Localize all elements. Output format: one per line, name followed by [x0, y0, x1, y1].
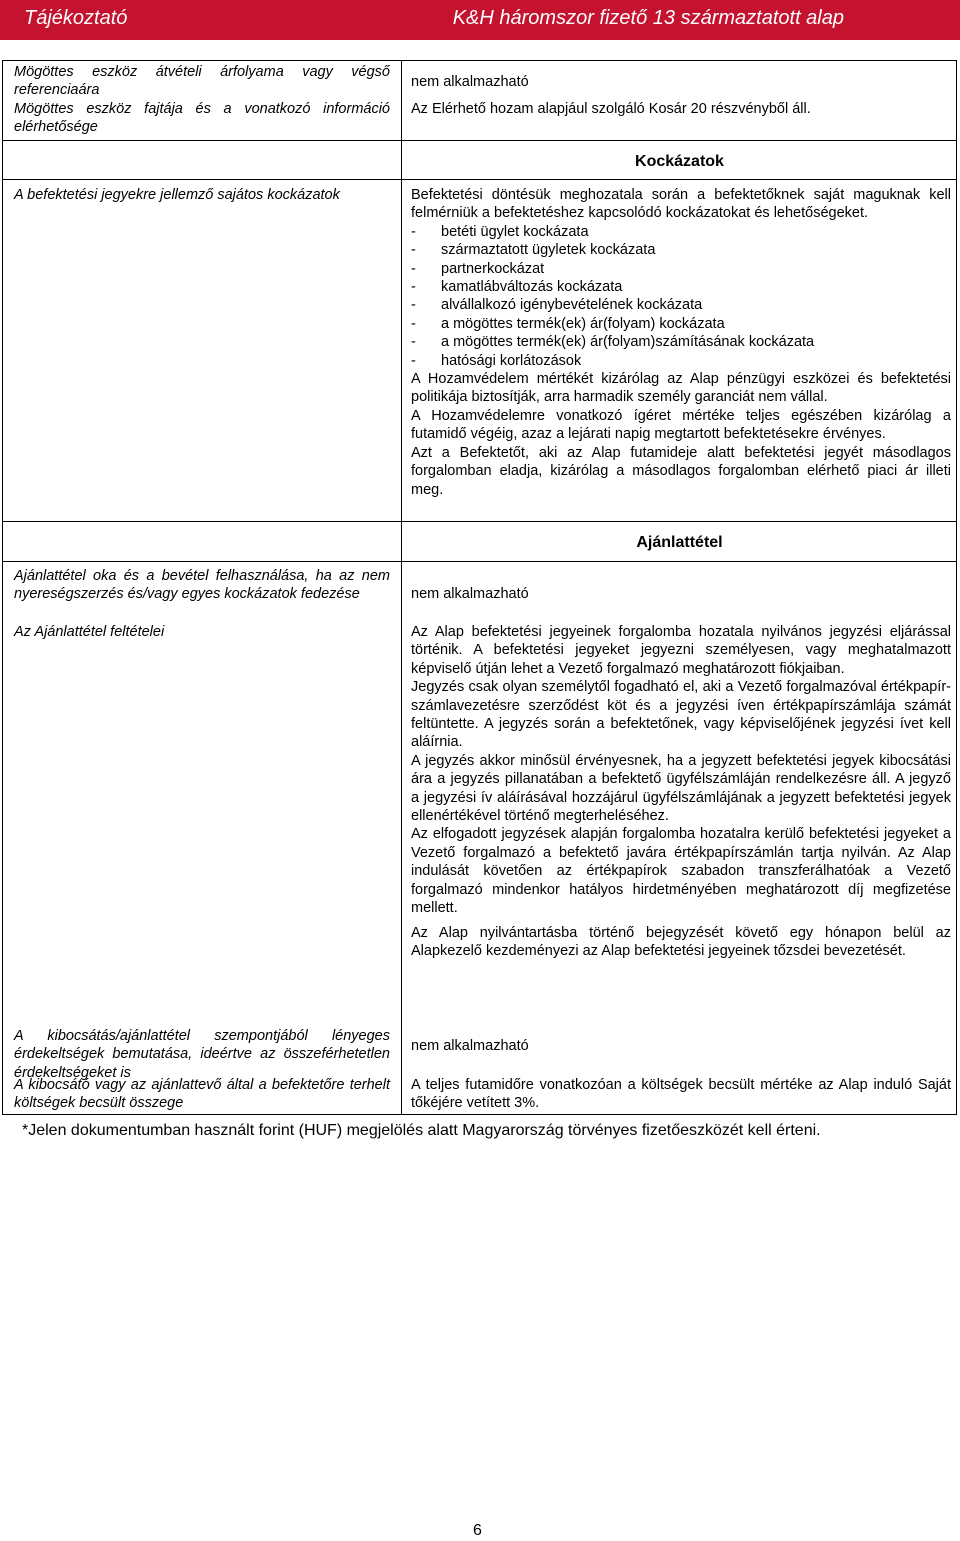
risks-paragraph: A Hozamvédelemre vonatkozó ígéret mértéke teljes egészében kizárólag a futamidő végéig, azaz a lejárati napig megtartott befektetésekre érvényes.: [411, 407, 951, 443]
costs-label: A kibocsátó vagy az ajánlattevő által a befektetőre terhelt költségek becsült összege: [14, 1077, 390, 1112]
conflicts-label: A kibocsátás/ajánlattétel szempontjából lényeges érdekeltségek bemutatása, ideértve az összeférhetetlen érdekeltségeket is: [14, 1028, 390, 1081]
section-title-offer: Ajánlattétel: [636, 534, 723, 551]
risk-item: - betéti ügylet kockázata: [411, 223, 589, 240]
risk-item: - a mögöttes termék(ek) ár(folyam)számításának kockázata: [411, 334, 815, 351]
section-title-risks: Kockázatok: [635, 153, 724, 170]
risk-item: - kamatlábváltozás kockázata: [411, 279, 623, 296]
risk-item: - származtatott ügyletek kockázata: [411, 242, 656, 259]
info-table: [2, 60, 957, 1115]
row-divider: [3, 179, 956, 180]
risk-item: - hatósági korlátozások: [411, 352, 582, 369]
offer-terms-paragraph: Az Alap befektetési jegyeinek forgalomba hozatala nyilvános jegyzési eljárással történik. A befektetési jegyeket jegyezni személyesen, vagy meghatalmazott képviselő útján lehet a Vezető forgalmazó meghatározott fiókjaiban.: [411, 624, 951, 677]
offer-terms-paragraph: Az Alap nyilvántartásba történő bejegyzését követő egy hónapon belül az Alapkezelő kezdeményezi az Alap befektetési jegyeinek tőzsdei bevezetését.: [411, 924, 951, 959]
risks-paragraph: Azt a Befektetőt, aki az Alap futamideje alatt befektetési jegyét másodlagos forgalomban eladja, kizárólag a másodlagos forgalomban elérhető piaci ár illeti meg.: [411, 444, 951, 498]
risks-content: [411, 186, 951, 499]
costs-value: A teljes futamidőre vonatkozóan a költségek becsült mértéke az Alap induló Saját tőkéjére vetített 3%.: [411, 1077, 951, 1112]
risks-paragraph: A Hozamvédelem mértékét kizárólag az Alap pénzügyi eszközei és befektetési politikája biztosítják, arra harmadik személy garanciát nem vállal.: [411, 371, 951, 406]
column-divider: [401, 61, 402, 1114]
risk-item: - a mögöttes termék(ek) ár(folyam) kockázata: [411, 315, 725, 332]
underlying-price-value: nem alkalmazható: [411, 74, 529, 90]
underlying-type-value: Az Elérhető hozam alapjául szolgáló Kosár 20 részvényből áll.: [411, 101, 811, 117]
offer-terms-label: Az Ajánlattétel feltételei: [14, 624, 165, 640]
offer-terms-paragraph: A jegyzés akkor minősül érvényesnek, ha a jegyzett befektetési jegyek kibocsátási ára a jegyzés pillanatában a befektető ügyfélszámláján rendelkezésre áll. A jegyző a jegyzési ív aláírásával hozzájárul ügyfélszámlájának a jegyzett befektetési jegyek ellenértékével történő megterheléséhez.: [411, 752, 951, 825]
footnote: *Jelen dokumentumban használt forint (HUF) megjelölés alatt Magyarország törvényes fizetőeszközét kell érteni.: [22, 1122, 821, 1139]
offer-reason-label: Ajánlattétel oka és a bevétel felhasználása, ha az nem nyereségszerzés és/vagy egyes kockázatok fedezése: [14, 568, 390, 603]
row-divider: [3, 140, 956, 141]
risk-item: - alvállalkozó igénybevételének kockázata: [411, 297, 703, 314]
row-divider: [3, 561, 956, 562]
offer-terms-paragraph: Jegyzés csak olyan személytől fogadható el, aki a Vezető forgalmazóval értékpapír-számlavezetésre szerződést köt és a jegyzési íven értékpapírszámlája számát feltüntette. A jegyzés során a befektetőnek, vagy képviselőjének jegyzési ívet kell aláírnia.: [411, 679, 951, 751]
header-left-title: Tájékoztató: [24, 7, 128, 29]
offer-terms-paragraph: Az elfogadott jegyzések alapján forgalomba hozatalra kerülő befektetési jegyeket a Vezető forgalmazó a befektető javára értékpapírszámlán tartja nyilván. Az Alap indulását követően az értékpapírok szabadon transzferálhatóak a Vezető forgalmazó mindenkor hatályos hirdetményében meghatározott díj megfizetése mellett.: [411, 826, 951, 917]
risks-intro: Befektetési döntésük meghozatala során a befektetőknek saját maguknak kell felmérniük a befektetéshez kapcsolódó kockázatokat és lehetőségeket.: [411, 187, 951, 222]
header-right-title: K&H háromszor fizető 13 származtatott alap: [452, 7, 844, 29]
risks-label: A befektetési jegyekre jellemző sajátos kockázatok: [14, 187, 340, 203]
underlying-price-label: Mögöttes eszköz átvételi árfolyama vagy végső referenciaára: [14, 64, 390, 99]
row-divider: [3, 521, 956, 522]
underlying-type-label: Mögöttes eszköz fajtája és a vonatkozó információ elérhetősége: [14, 101, 390, 136]
offer-reason-value: nem alkalmazható: [411, 586, 529, 602]
conflicts-value: nem alkalmazható: [411, 1038, 529, 1054]
offer-terms-content: [411, 623, 951, 960]
risk-item: - partnerkockázat: [411, 260, 545, 277]
document-header: [0, 0, 960, 40]
page-number: 6: [473, 1522, 482, 1539]
